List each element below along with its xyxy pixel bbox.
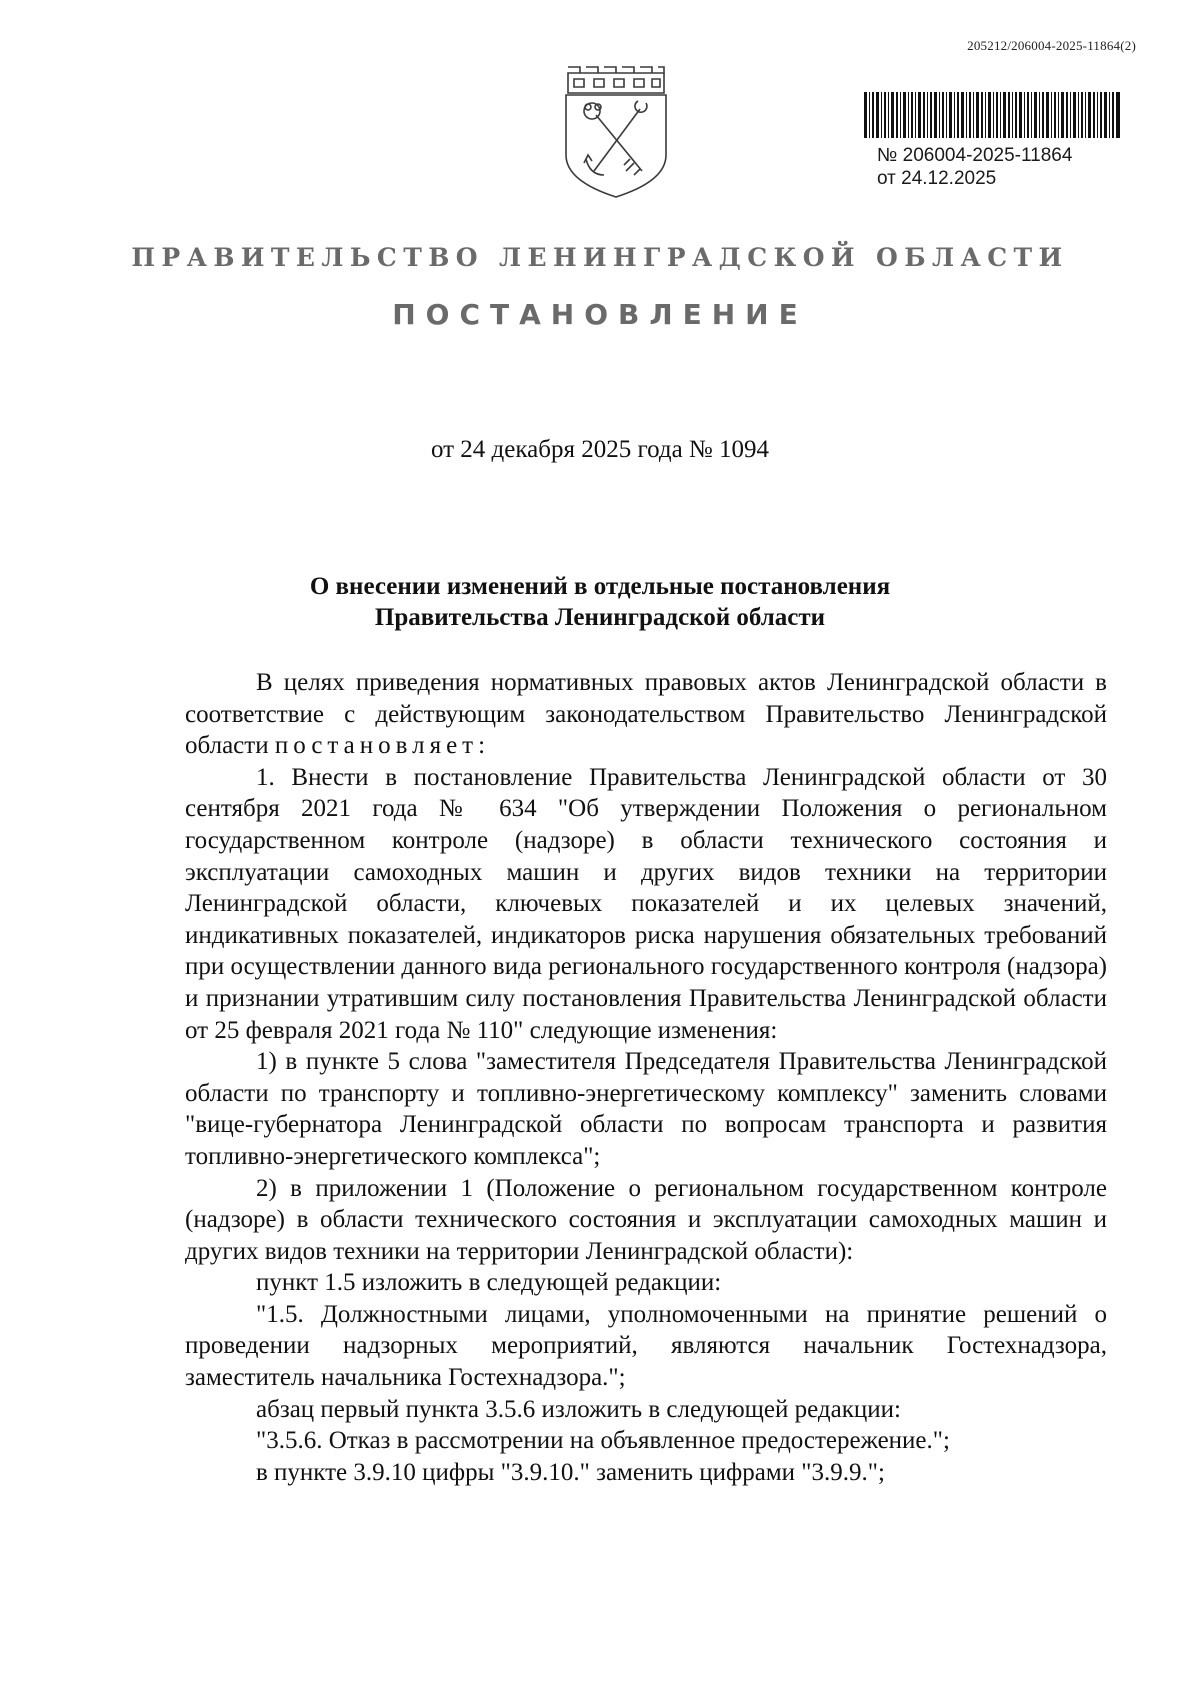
document-type-title: ПОСТАНОВЛЕНИЕ: [392, 298, 808, 331]
paragraph-subitem-2: 2) в приложении 1 (Положение о региональном государственном контроле (надзоре) в области технического состояния и эксплуатации самоходных машин и других видов техники на территории Ленинградской области):: [185, 1174, 1107, 1265]
intro-emphasis: постановляет:: [274, 732, 491, 760]
paragraph-clause-1-5-text: "1.5. Должностными лицами, уполномоченными на принятие решений о проведении надзорных мероприятий, являются начальник Гостехнадзора, заместитель начальника Гостехнадзора.";: [185, 1300, 1107, 1392]
barcode-icon: [864, 92, 1120, 138]
registration-date: от 24.12.2025: [877, 168, 997, 189]
government-title: ПРАВИТЕЛЬСТВО ЛЕНИНГРАДСКОЙ ОБЛАСТИ: [131, 243, 1069, 272]
intro-text: В целях приведения нормативных правовых актов Ленинградской области в соответствие с действующим законодательством Правительство Ленинградской области: [185, 669, 1107, 760]
paragraph-clause-1-5-intro: пункт 1.5 изложить в следующей редакции:: [256, 1269, 722, 1297]
paragraph-subitem-1: 1) в пункте 5 слова "заместителя Председателя Правительства Ленинградской области по транспорту и топливно-энергетическому комплексу" заменить словами "вице-губернатора Ленинградской области по вопросам транспорта и развития топливно-энергетического комплекса";: [185, 1048, 1107, 1170]
subject-line-2: Правительства Ленинградской области: [374, 604, 826, 631]
registration-number: № 206004-2025-11864: [877, 145, 1073, 166]
paragraph-clause-3-5-6-text: "3.5.6. Отказ в рассмотрении на объявленное предостережение.";: [256, 1427, 950, 1455]
intro-paragraph: [185, 667, 1107, 762]
paragraph-clause-3-9-10: в пункте 3.9.10 цифры "3.9.10." заменить цифрами "3.9.9.";: [256, 1458, 885, 1486]
decree-subject: [0, 571, 1200, 633]
registration-block: [877, 144, 1072, 190]
decree-body: [185, 667, 1107, 1488]
subject-line-1: О внесении изменений в отдельные постановления: [309, 573, 891, 600]
coat-of-arms-icon: [560, 63, 672, 201]
document-reference: 205212/206004-2025-11864(2): [967, 38, 1136, 53]
paragraph-item-1: 1. Внести в постановление Правительства Ленинградской области от 30 сентября 2021 года № 634 "Об утверждении Положения о региональном государственном контроле (надзоре) в области технического состояния и эксплуатации самоходных машин и других видов техники на территории Ленинградской области, ключевых показателей и их целевых значений, индикативных показателей, индикаторов риска нарушения обязательных требований при осуществлении данного вида регионального государственного контроля (надзора) и признании утратившим силу постановления Правительства Ленинградской области от 25 февраля 2021 года № 110" следующие изменения:: [185, 763, 1107, 1044]
decree-date-number: от 24 декабря 2025 года № 1094: [430, 436, 770, 463]
paragraph-clause-3-5-6-intro: абзац первый пункта 3.5.6 изложить в следующей редакции:: [256, 1395, 901, 1423]
